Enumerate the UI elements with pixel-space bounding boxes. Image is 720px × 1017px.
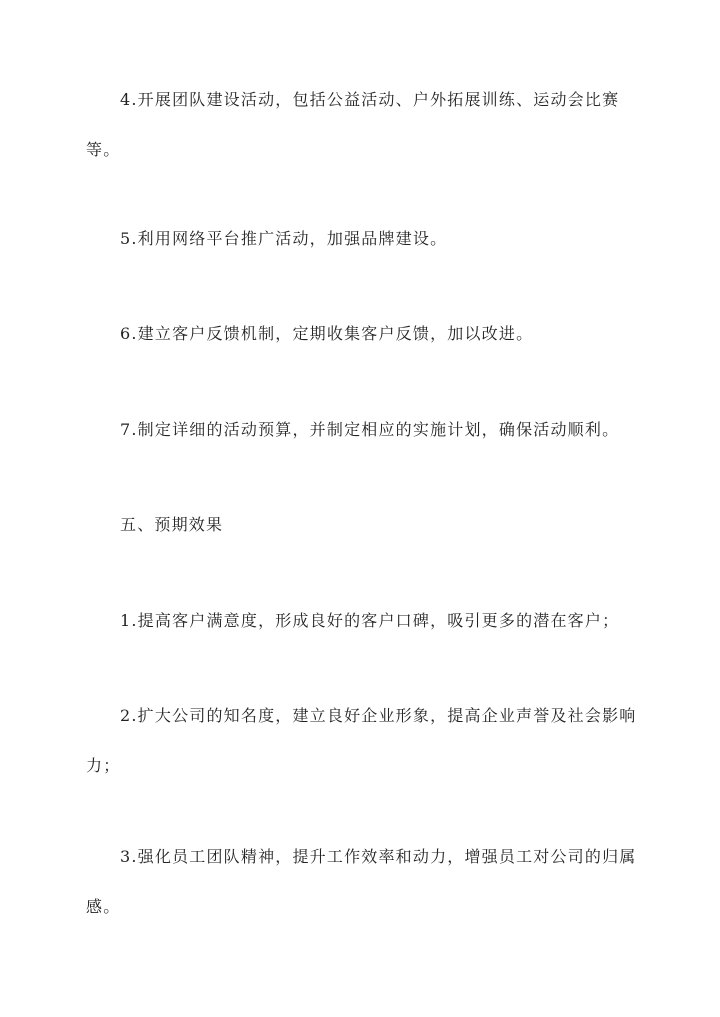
- item-text: 开展团队建设活动，包括公益活动、户外拓展训练、运动会比赛等。: [86, 90, 620, 159]
- item-text: 制定详细的活动预算，并制定相应的实施计划，确保活动顺利。: [137, 420, 620, 439]
- item-number: 3.: [120, 847, 138, 866]
- item-number: 4.: [120, 90, 138, 109]
- item-text: 建立客户反馈机制，定期收集客户反馈，加以改进。: [137, 324, 534, 343]
- item-text: 扩大公司的知名度，建立良好企业形象，提高企业声誉及社会影响力；: [86, 706, 637, 775]
- item-number: 1.: [120, 611, 138, 630]
- list-item: [86, 214, 646, 264]
- list-item: [86, 309, 646, 359]
- list-item: [86, 596, 646, 646]
- item-text: 提高客户满意度，形成良好的客户口碑，吸引更多的潜在客户；: [137, 611, 620, 630]
- item-number: 7.: [120, 420, 138, 439]
- list-item: [86, 832, 646, 932]
- item-number: 6.: [120, 324, 138, 343]
- item-text: 利用网络平台推广活动，加强品牌建设。: [137, 229, 448, 248]
- item-number: 2.: [120, 706, 138, 725]
- item-text: 强化员工团队精神，提升工作效率和动力，增强员工对公司的归属感。: [86, 847, 637, 916]
- section-heading: 五、预期效果: [120, 515, 224, 534]
- list-item: [86, 691, 646, 791]
- item-number: 5.: [120, 229, 138, 248]
- list-item: [86, 405, 646, 455]
- list-item: [86, 75, 646, 175]
